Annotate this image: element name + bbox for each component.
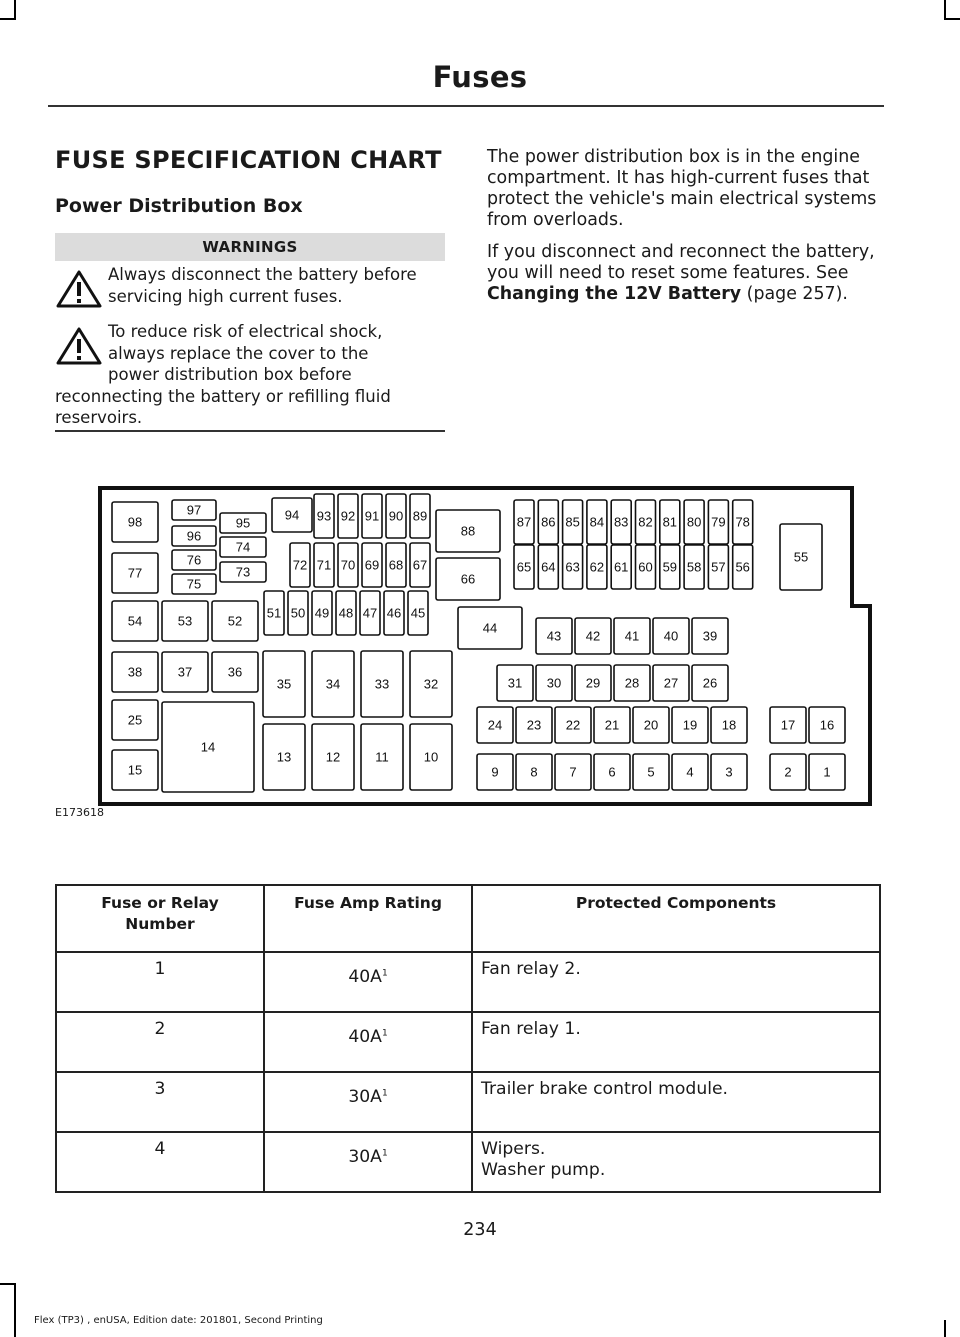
fuse-slot-label: 76 [186,552,202,568]
fuse-slot-label: 27 [663,675,679,691]
fuse-slot-label: 20 [643,717,659,733]
fuse-slot-label: 71 [316,557,332,573]
fuse-slot-label: 41 [624,628,640,644]
footnote-marker: 1 [381,968,388,979]
fuse-slot-label: 39 [702,628,718,644]
footer-text: Flex (TP3) , enUSA, Edition date: 201801, Second Printing [34,1315,323,1326]
warning-1-line-2: servicing high current fuses. [108,287,343,306]
fuse-slot-label: 78 [735,514,750,530]
fuse-slot-label: 68 [388,557,404,573]
fuse-slot-label: 66 [460,571,476,587]
table-row [56,1132,880,1192]
page-number: 234 [463,1220,497,1240]
fuse-slot-label: 75 [186,576,202,592]
fuse-slot-label: 52 [227,613,243,629]
fuse-slot-label: 11 [375,749,389,765]
fuse-slot-label: 7 [569,764,577,780]
fuse-slot-label: 5 [647,764,655,780]
fuse-number: 2 [56,1012,264,1072]
crop-mark [944,1320,946,1337]
section-title: FUSE SPECIFICATION CHART [55,146,442,174]
fuse-slot-label: 3 [725,764,733,780]
crop-mark [0,1283,16,1285]
fuse-slot-label: 1 [823,764,831,780]
number-header-line-2: Number [125,915,195,933]
fuse-slot-label: 85 [565,514,580,530]
footnote-marker: 1 [381,1088,388,1099]
fuse-slot-label: 47 [362,605,378,621]
fuse-slot-label: 34 [325,676,341,692]
fuse-slot-label: 29 [585,675,601,691]
fuse-slot-label: 13 [276,749,292,765]
warning-2-line-4: reconnecting the battery or refilling fluid [55,387,391,406]
protected-components [472,1132,880,1192]
warning-2-line-3: power distribution box before [108,365,352,384]
warnings-heading: WARNINGS [55,233,445,261]
fuse-slot-label: 94 [284,507,300,523]
fuse-slot-label: 93 [316,508,332,524]
table-row [56,1012,880,1072]
fuse-slot-label: 59 [662,559,678,575]
fuse-number: 3 [56,1072,264,1132]
fuse-slot-label: 91 [364,508,380,524]
fuse-slot-label: 38 [127,664,143,680]
warning-1-line-1: Always disconnect the battery before [108,265,417,284]
fuse-slot-label: 49 [314,605,330,621]
fuse-slot-label: 81 [662,514,678,530]
table-row [56,1072,880,1132]
fuse-number: 4 [56,1132,264,1192]
column-header-number [56,885,264,952]
fuse-slot-label: 21 [604,717,620,733]
section-subtitle: Power Distribution Box [55,195,303,217]
amp-value: 30A [348,1147,382,1167]
fuse-slot-label: 90 [388,508,404,524]
fuse-slot-label: 36 [227,664,243,680]
fuse-slot-label: 22 [565,717,581,733]
fuse-slot-label: 64 [541,559,556,575]
fuse-slot-label: 63 [565,559,580,575]
fuse-slot-label: 46 [386,605,402,621]
fuse-slot-label: 60 [638,559,653,575]
fuse-slot-label: 97 [186,502,202,518]
fuse-slot-label: 19 [682,717,698,733]
column-header-amp: Fuse Amp Rating [264,885,472,952]
crop-mark [14,1283,16,1337]
fuse-slot-label: 23 [526,717,542,733]
fuse-slot-label: 74 [235,539,251,555]
fuse-slot-label: 57 [711,559,726,575]
fuse-slot-label: 28 [624,675,640,691]
fuse-slot-label: 51 [266,605,282,621]
amp-value: 40A [348,967,382,987]
fuse-slot-label: 48 [338,605,354,621]
fuse-slot-label: 92 [340,508,356,524]
table-row [56,952,880,1012]
fuse-amp [264,1012,472,1072]
fuse-slot-label: 58 [686,559,702,575]
fuse-slot-label: 40 [663,628,679,644]
fuse-slot-label: 96 [186,528,202,544]
footnote-marker: 1 [381,1148,388,1159]
fuse-slot-label: 32 [423,676,439,692]
fuse-slot-label: 69 [364,557,380,573]
fuse-slot-label: 82 [638,514,653,530]
fuse-slot-label: 61 [613,559,629,575]
number-header-line-1: Fuse or Relay [101,894,219,912]
fuse-slot-label: 73 [235,564,251,580]
intro-p2-post: (page 257). [741,284,848,304]
fuse-slot-label: 43 [546,628,562,644]
fuse-slot-label: 80 [686,514,702,530]
fuse-slot-label: 35 [276,676,292,692]
fuse-slot-label: 31 [507,675,523,691]
fuse-slot-label: 89 [412,508,428,524]
fuse-slot-label: 15 [127,762,143,778]
fuse-slot-label: 18 [721,717,737,733]
fuse-slot-label: 62 [589,559,605,575]
fuse-slot-label: 6 [608,764,616,780]
fuse-slot-label: 83 [613,514,629,530]
fuse-slot-label: 55 [793,549,809,565]
fuse-slot-label: 65 [516,559,532,575]
fuse-slot-label: 2 [784,764,792,780]
fuse-number: 1 [56,952,264,1012]
fuse-slot-label: 24 [487,717,503,733]
fuse-slot-label: 45 [410,605,426,621]
fuse-slot-label: 72 [292,557,308,573]
protected-components: Fan relay 2. [472,952,880,1012]
warning-2-line-2: always replace the cover to the [108,344,369,363]
page-header-title: Fuses [432,60,528,94]
component-line-1: Wipers. [481,1139,546,1159]
table-header-row [56,885,880,952]
fuse-slot-label: 30 [546,675,562,691]
fuse-slot-label: 50 [290,605,306,621]
battery-link[interactable]: Changing the 12V Battery [487,284,742,304]
fuse-slot-label: 88 [460,523,476,539]
fuse-slot-label: 70 [340,557,356,573]
component-line-2: Washer pump. [481,1160,606,1180]
column-header-components: Protected Components [472,885,880,952]
fuse-slot-label: 10 [423,749,439,765]
fuse-slot-label: 8 [530,764,538,780]
fuse-slot-label: 26 [702,675,718,691]
fuse-slot-label: 54 [127,613,143,629]
footnote-marker: 1 [381,1028,388,1039]
fuse-slot-label: 16 [819,717,835,733]
intro-paragraph-1: The power distribution box is in the engine compartment. It has high-current fuses that protect the vehicle's main electrical systems from overloads. [487,147,877,230]
fuse-slot-label: 4 [686,764,694,780]
fuse-table [55,884,881,1193]
intro-p2-pre: If you disconnect and reconnect the battery, you will need to reset some features. See [487,242,875,283]
fuse-amp [264,1132,472,1192]
fuse-slot-label: 67 [412,557,428,573]
fuse-amp [264,1072,472,1132]
fuse-slot-label: 84 [589,514,605,530]
fuse-slot-label: 14 [200,739,216,755]
fuse-slot-label: 77 [127,565,143,581]
fuse-slot-label: 53 [177,613,193,629]
fuse-slot-label: 25 [127,712,143,728]
fuse-slot-label: 98 [127,514,143,530]
fuse-slot-label: 37 [177,664,193,680]
warning-2-line-1: To reduce risk of electrical shock, [108,322,383,341]
fuse-slot-label: 33 [374,676,390,692]
fuse-slot-label: 56 [735,559,750,575]
amp-value: 40A [348,1027,382,1047]
fuse-slot-label: 17 [780,717,796,733]
fuse-slot-label: 9 [491,764,499,780]
fuse-slot-label: 44 [482,620,498,636]
fuse-slot-label: 95 [235,515,251,531]
protected-components: Trailer brake control module. [472,1072,880,1132]
fuse-slot-label: 79 [711,514,726,530]
fuse-amp [264,952,472,1012]
fuse-slot-label: 42 [585,628,601,644]
protected-components: Fan relay 1. [472,1012,880,1072]
amp-value: 30A [348,1087,382,1107]
fuse-slot-label: 86 [541,514,556,530]
fuse-slot-label: 12 [325,749,341,765]
figure-id: E173618 [55,806,104,819]
fuse-slot-label: 87 [516,514,532,530]
warning-2-line-5: reservoirs. [55,408,143,427]
